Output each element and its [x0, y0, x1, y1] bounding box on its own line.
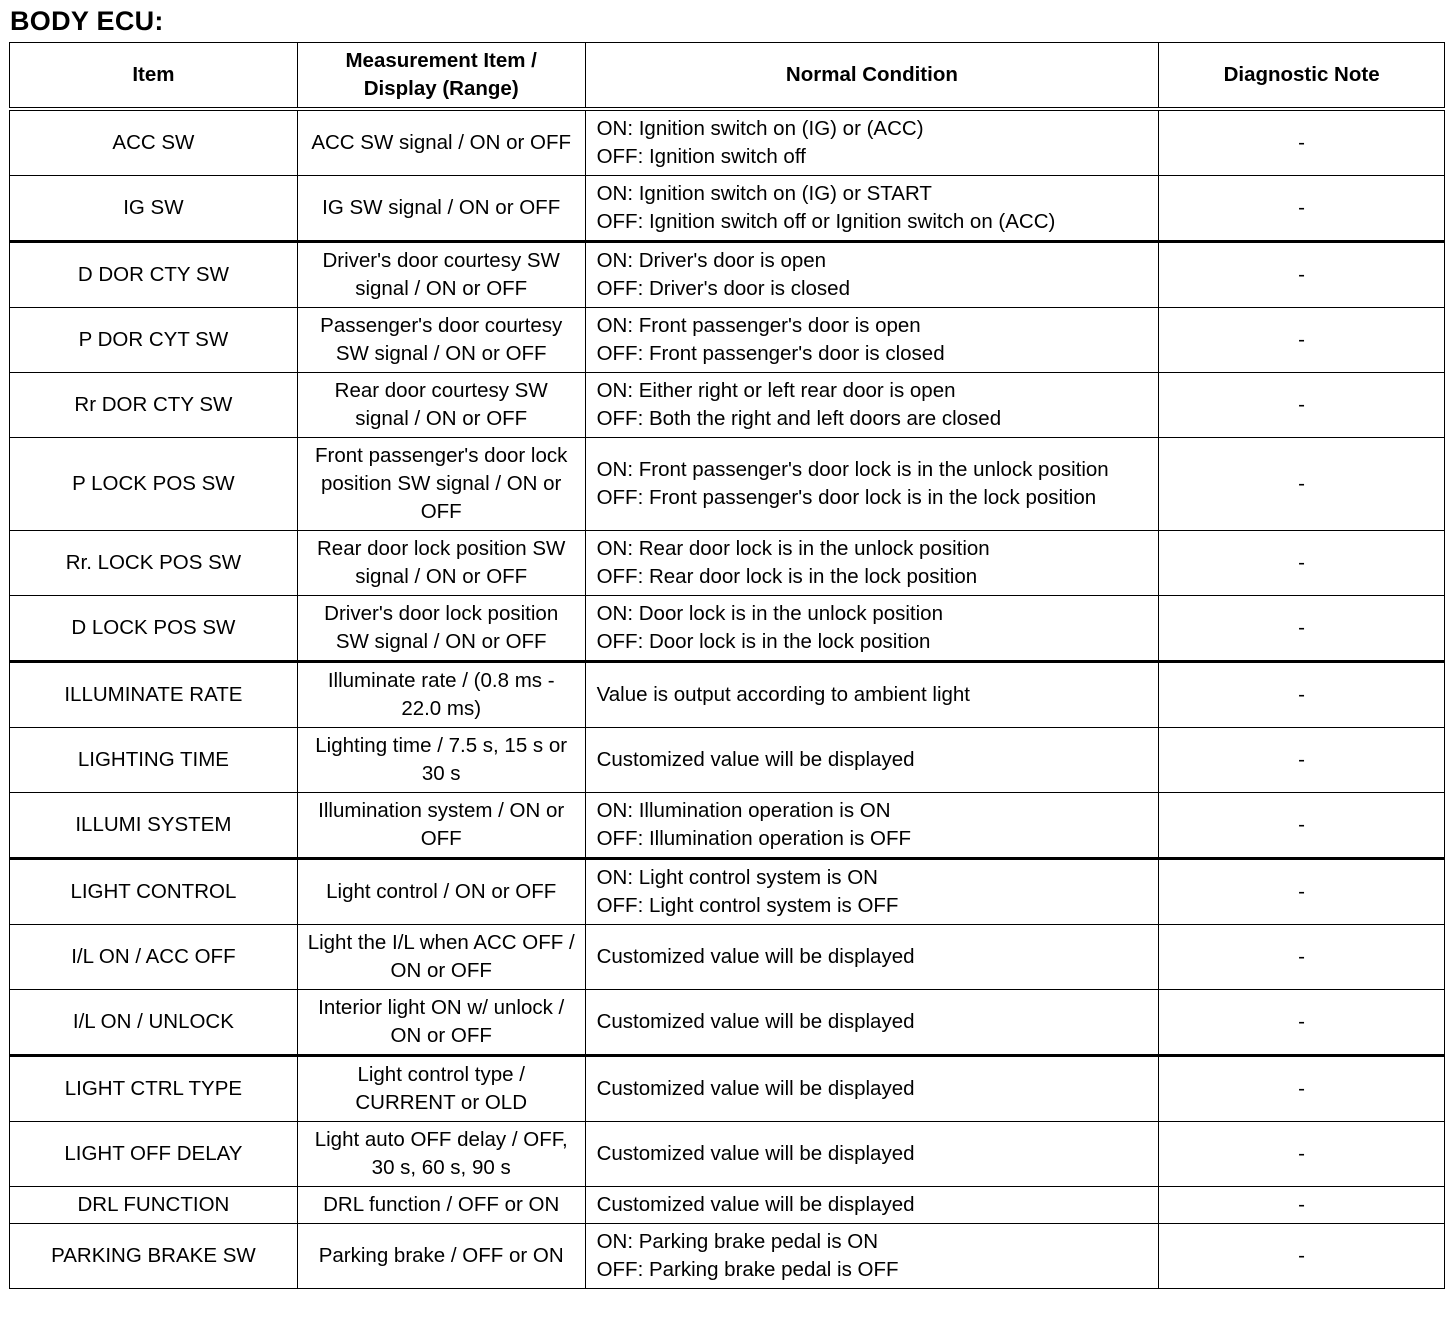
table-row	[10, 308, 1445, 373]
cell-measurement: Interior light ON w/ unlock / ON or OFF	[297, 990, 585, 1056]
normal-condition-line: ON: Illumination operation is ON	[596, 799, 891, 822]
normal-condition-line: ON: Door lock is in the unlock position	[596, 602, 943, 625]
table-body	[10, 109, 1445, 1289]
header-measurement-line2: Display (Range)	[363, 77, 519, 100]
normal-condition-line: OFF: Ignition switch off or Ignition switch on (ACC)	[596, 210, 1056, 233]
cell-item: ILLUMINATE RATE	[10, 662, 298, 728]
cell-measurement: Illuminate rate / (0.8 ms - 22.0 ms)	[297, 662, 585, 728]
normal-condition-line: Customized value will be displayed	[596, 1142, 915, 1165]
cell-normal-condition	[585, 1056, 1159, 1122]
normal-condition-line: ON: Light control system is ON	[596, 866, 878, 889]
cell-item: DRL FUNCTION	[10, 1187, 298, 1224]
table-row	[10, 1056, 1445, 1122]
header-measurement-line1: Measurement Item /	[345, 49, 537, 72]
table-row	[10, 1122, 1445, 1187]
cell-measurement: Light control / ON or OFF	[297, 859, 585, 925]
table-row	[10, 859, 1445, 925]
normal-condition-line: Customized value will be displayed	[596, 748, 915, 771]
cell-normal-condition	[585, 662, 1159, 728]
body-ecu-table	[9, 42, 1445, 1289]
normal-condition-line: ON: Either right or left rear door is open	[596, 379, 956, 402]
cell-measurement: Lighting time / 7.5 s, 15 s or 30 s	[297, 728, 585, 793]
cell-diagnostic-note: -	[1159, 242, 1445, 308]
cell-item: D DOR CTY SW	[10, 242, 298, 308]
cell-item: Rr DOR CTY SW	[10, 373, 298, 438]
cell-measurement: ACC SW signal / ON or OFF	[297, 109, 585, 176]
normal-condition-line: ON: Front passenger's door is open	[596, 314, 921, 337]
table-row	[10, 373, 1445, 438]
cell-diagnostic-note: -	[1159, 793, 1445, 859]
table-row	[10, 242, 1445, 308]
cell-measurement: IG SW signal / ON or OFF	[297, 176, 585, 242]
header-measurement	[297, 43, 585, 110]
cell-diagnostic-note: -	[1159, 596, 1445, 662]
cell-diagnostic-note: -	[1159, 925, 1445, 990]
table-row	[10, 1187, 1445, 1224]
cell-diagnostic-note: -	[1159, 728, 1445, 793]
cell-diagnostic-note: -	[1159, 438, 1445, 531]
table-row	[10, 109, 1445, 176]
normal-condition-line: Customized value will be displayed	[596, 1010, 915, 1033]
normal-condition-line: OFF: Ignition switch off	[596, 145, 806, 168]
cell-measurement: Driver's door courtesy SW signal / ON or OFF	[297, 242, 585, 308]
cell-normal-condition	[585, 109, 1159, 176]
normal-condition-line: OFF: Front passenger's door lock is in the lock position	[596, 486, 1097, 509]
cell-normal-condition	[585, 728, 1159, 793]
normal-condition-line: ON: Driver's door is open	[596, 249, 827, 272]
cell-normal-condition	[585, 990, 1159, 1056]
normal-condition-line: OFF: Door lock is in the lock position	[596, 630, 931, 653]
cell-diagnostic-note: -	[1159, 990, 1445, 1056]
cell-item: PARKING BRAKE SW	[10, 1224, 298, 1289]
cell-normal-condition	[585, 308, 1159, 373]
cell-measurement: Driver's door lock position SW signal / ON or OFF	[297, 596, 585, 662]
normal-condition-line: Customized value will be displayed	[596, 1193, 915, 1216]
cell-measurement: Light control type / CURRENT or OLD	[297, 1056, 585, 1122]
table-row	[10, 793, 1445, 859]
cell-normal-condition	[585, 1224, 1159, 1289]
normal-condition-line: Customized value will be displayed	[596, 945, 915, 968]
cell-item: P LOCK POS SW	[10, 438, 298, 531]
cell-item: I/L ON / ACC OFF	[10, 925, 298, 990]
normal-condition-line: OFF: Rear door lock is in the lock position	[596, 565, 978, 588]
cell-item: ACC SW	[10, 109, 298, 176]
header-row	[10, 43, 1445, 110]
cell-diagnostic-note: -	[1159, 1056, 1445, 1122]
table-row	[10, 925, 1445, 990]
cell-item: LIGHTING TIME	[10, 728, 298, 793]
table-row	[10, 1224, 1445, 1289]
cell-normal-condition	[585, 1187, 1159, 1224]
cell-measurement: Light the I/L when ACC OFF / ON or OFF	[297, 925, 585, 990]
cell-measurement: Parking brake / OFF or ON	[297, 1224, 585, 1289]
cell-diagnostic-note: -	[1159, 531, 1445, 596]
cell-diagnostic-note: -	[1159, 859, 1445, 925]
cell-item: LIGHT CTRL TYPE	[10, 1056, 298, 1122]
normal-condition-line: ON: Ignition switch on (IG) or START	[596, 182, 932, 205]
cell-diagnostic-note: -	[1159, 373, 1445, 438]
cell-normal-condition	[585, 859, 1159, 925]
header-normal-condition: Normal Condition	[585, 43, 1159, 110]
normal-condition-line: OFF: Parking brake pedal is OFF	[596, 1258, 899, 1281]
normal-condition-line: Value is output according to ambient light	[596, 683, 970, 706]
cell-normal-condition	[585, 373, 1159, 438]
table-row	[10, 990, 1445, 1056]
normal-condition-line: OFF: Illumination operation is OFF	[596, 827, 912, 850]
cell-measurement: Front passenger's door lock position SW signal / ON or OFF	[297, 438, 585, 531]
header-item: Item	[10, 43, 298, 110]
cell-item: I/L ON / UNLOCK	[10, 990, 298, 1056]
cell-diagnostic-note: -	[1159, 109, 1445, 176]
cell-measurement: Rear door courtesy SW signal / ON or OFF	[297, 373, 585, 438]
cell-item: D LOCK POS SW	[10, 596, 298, 662]
cell-measurement: DRL function / OFF or ON	[297, 1187, 585, 1224]
cell-normal-condition	[585, 793, 1159, 859]
normal-condition-line: OFF: Light control system is OFF	[596, 894, 899, 917]
cell-item: IG SW	[10, 176, 298, 242]
cell-diagnostic-note: -	[1159, 176, 1445, 242]
table-row	[10, 531, 1445, 596]
normal-condition-line: ON: Rear door lock is in the unlock position	[596, 537, 990, 560]
cell-item: P DOR CYT SW	[10, 308, 298, 373]
cell-normal-condition	[585, 596, 1159, 662]
cell-item: LIGHT CONTROL	[10, 859, 298, 925]
table-row	[10, 596, 1445, 662]
cell-normal-condition	[585, 1122, 1159, 1187]
normal-condition-line: OFF: Front passenger's door is closed	[596, 342, 945, 365]
cell-measurement: Light auto OFF delay / OFF, 30 s, 60 s, 90 s	[297, 1122, 585, 1187]
cell-item: ILLUMI SYSTEM	[10, 793, 298, 859]
table-row	[10, 176, 1445, 242]
cell-diagnostic-note: -	[1159, 308, 1445, 373]
cell-diagnostic-note: -	[1159, 662, 1445, 728]
normal-condition-line: ON: Front passenger's door lock is in the unlock position	[596, 458, 1109, 481]
normal-condition-line: OFF: Driver's door is closed	[596, 277, 850, 300]
cell-measurement: Illumination system / ON or OFF	[297, 793, 585, 859]
cell-diagnostic-note: -	[1159, 1187, 1445, 1224]
table-row	[10, 438, 1445, 531]
normal-condition-line: OFF: Both the right and left doors are closed	[596, 407, 1002, 430]
cell-normal-condition	[585, 176, 1159, 242]
cell-normal-condition	[585, 531, 1159, 596]
page-title: BODY ECU:	[10, 6, 164, 36]
table-row	[10, 662, 1445, 728]
header-diagnostic-note: Diagnostic Note	[1159, 43, 1445, 110]
normal-condition-line: Customized value will be displayed	[596, 1077, 915, 1100]
cell-normal-condition	[585, 242, 1159, 308]
cell-measurement: Passenger's door courtesy SW signal / ON or OFF	[297, 308, 585, 373]
normal-condition-line: ON: Ignition switch on (IG) or (ACC)	[596, 117, 924, 140]
normal-condition-line: ON: Parking brake pedal is ON	[596, 1230, 879, 1253]
table-row	[10, 728, 1445, 793]
cell-item: LIGHT OFF DELAY	[10, 1122, 298, 1187]
cell-item: Rr. LOCK POS SW	[10, 531, 298, 596]
cell-normal-condition	[585, 438, 1159, 531]
cell-measurement: Rear door lock position SW signal / ON or OFF	[297, 531, 585, 596]
cell-diagnostic-note: -	[1159, 1122, 1445, 1187]
cell-normal-condition	[585, 925, 1159, 990]
cell-diagnostic-note: -	[1159, 1224, 1445, 1289]
